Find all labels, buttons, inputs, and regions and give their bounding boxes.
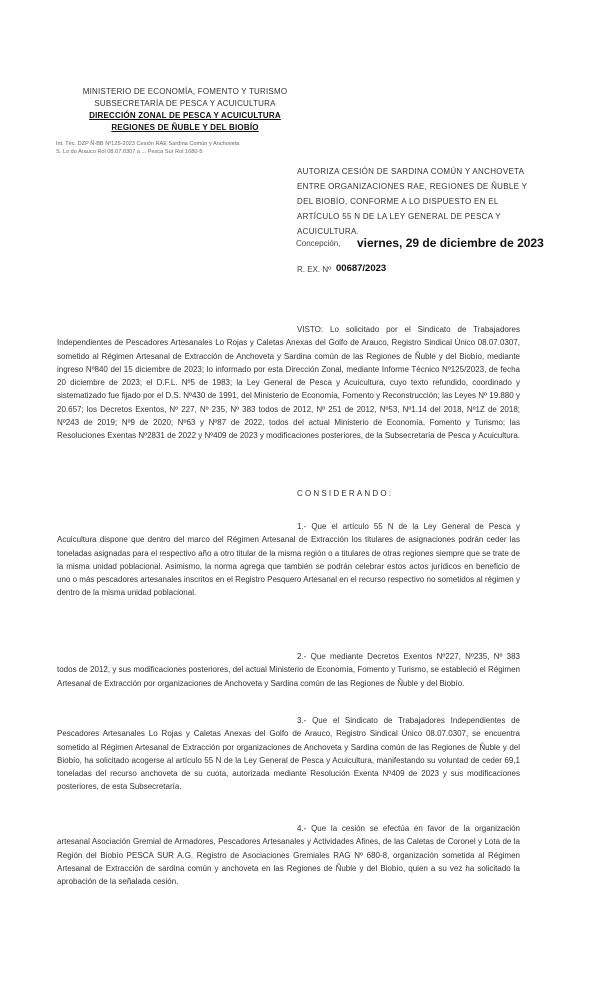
ministry-name: MINISTERIO DE ECONOMÍA, FOMENTO Y TURISMO bbox=[82, 87, 288, 96]
considerando-4 bbox=[57, 822, 520, 888]
considerando-2-text: 2.- Que mediante Decretos Exentos Nº227, Nº235, Nº 383 todos de 2012, y sus modificaciones posteriores, del actual Ministerio de Economía, Fomento y Turismo, se estableció el Régimen Artesanal de Extracción por organizaciones de Anchoveta y Sardina común de las Regiones de Ñuble y del Biobío. bbox=[57, 652, 520, 688]
visto-text: VISTO: Lo solicitado por el Sindicato de Trabajadores Independientes de Pescadores Artesanales Lo Rojas y Caletas Anexas del Golfo de Arauco, Registro Sindical Único 08.07.0307, sometido al Régimen Artesanal de Extracción de Anchoveta y Sardina común de las Regiones de Ñuble y del Biobío, mediante ingreso Nº840 del 15 diciembre de 2023; lo informado por esta Dirección Zonal, mediante Informe Técnico Nº125/2023, de fecha 20 diciembre de 2023; el D.F.L. Nº5 de 1983; la Ley General de Pesca y Acuicultura, cuyo texto refundido, coordinado y sistematizado fue fijado por el D.S. Nº430 de 1991, del Ministerio de Economía, Fomento y Reconstrucción; las Leyes Nº 19.880 y 20.657; los Decretos Exentos, Nº 227, Nº 235, Nº 383 todos de 2012, Nº 251 de 2012, Nº53, Nº1.14 del 2018, Nº1Z de 2018; Nº243 de 2019; Nº9 de 2020; Nº63 y Nº87 de 2022, todos del actual Ministerio de Economía, Fomento y Turismo; las Resoluciones Exentas Nº2831 de 2022 y Nº409 de 2023 y modificaciones posteriores, de la Subsecretaría de Pesca y Acuicultura. bbox=[57, 325, 521, 441]
resolution-number-label: R. EX. Nº bbox=[297, 265, 332, 274]
considerando-1 bbox=[57, 520, 520, 600]
letterhead bbox=[60, 86, 310, 134]
resolution-number: 00687/2023 bbox=[336, 263, 387, 274]
zonal-directorate-name: DIRECCIÓN ZONAL DE PESCA Y ACUICULTURA bbox=[89, 111, 281, 120]
undersecretariat-name: SUBSECRETARÍA DE PESCA Y ACUICULTURA bbox=[94, 99, 276, 108]
considerando-4-text: 4.- Que la cesión se efectúa en favor de la organización artesanal Asociación Gremial de Armadores, Pescadores Artesanales y Actividades Afines, de las Caletas de Coronel y Lota de la Región del Biobío PESCA SUR A.G. Registro de Asociaciones Gremiales RAG Nº 680-8, organización sometida al Régimen Artesanal de Extracción de sardina común y anchoveta en las Regiones de Ñuble y del Biobío, quien a su vez ha solicitado la aprobación de la señalada cesión. bbox=[57, 824, 520, 887]
considerando-3-text: 3.- Que el Sindicato de Trabajadores Independientes de Pescadores Artesanales Lo Rojas y Caletas Anexas del Golfo de Arauco, Registro Sindical Único 08.07.0307, se encuentra sometido al Régimen Artesanal de Extracción por organizaciones de Anchoveta y Sardina común de las Regiones de Ñuble y del Biobío, ha solicitado acogerse al artículo 55 N de la Ley General de Pesca y Acuicultura, manifestando su voluntad de ceder 69,1 toneladas del recurso anchoveta de su cuota, autorizada mediante Resolución Exenta Nº409 de 2023 y sus modificaciones posteriores, de esta Subsecretaría. bbox=[57, 716, 520, 792]
resolution-date: viernes, 29 de diciembre de 2023 bbox=[357, 236, 544, 250]
regions-name: REGIONES DE ÑUBLE Y DEL BIOBÍO bbox=[111, 123, 259, 132]
considerando-heading: CONSIDERANDO: bbox=[297, 489, 394, 498]
resolution-subject: AUTORIZA CESIÓN DE SARDINA COMÚN Y ANCHOVETA ENTRE ORGANIZACIONES RAE, REGIONES DE ÑUBLE Y DEL BIOBÍO, CONFORME A LO DISPUESTO EN EL ARTÍCULO 55 N DE LA LEY GENERAL DE PESCA Y ACUICULTURA. bbox=[297, 167, 528, 236]
considerando-3 bbox=[57, 714, 520, 794]
reference-block bbox=[56, 140, 296, 156]
place-label: Concepción, bbox=[296, 239, 341, 248]
considerando-2 bbox=[57, 650, 520, 690]
considerando-1-text: 1.- Que el artículo 55 N de la Ley General de Pesca y Acuicultura dispone que dentro del marco del Régimen Artesanal de Extracción los titulares de asignaciones podrán ceder las toneladas asignadas para el respectivo año a otro titular de la misma región o a titulares de otras regiones siempre que se trate de la misma unidad poblacional. Asimismo, la norma agrega que también se podrán celebrar estos actos jurídicos en beneficio de uno o más pescadores artesanales inscritos en el Registro Pesquero Artesanal en el recurso respectivo no sometidos al régimen y dentro de la misma unidad poblacional. bbox=[57, 522, 520, 598]
reference-line-1: Int. Téc. DZP Ñ-BB Nº125-2023 Cesión RAE Sardina Común y Anchoveta bbox=[56, 141, 240, 147]
reference-line-2: S. Lo do Arauco Rol 08.07.0307 a ... Pesca Sur Rol 1680-5 bbox=[56, 149, 203, 155]
visto-paragraph bbox=[57, 323, 520, 443]
